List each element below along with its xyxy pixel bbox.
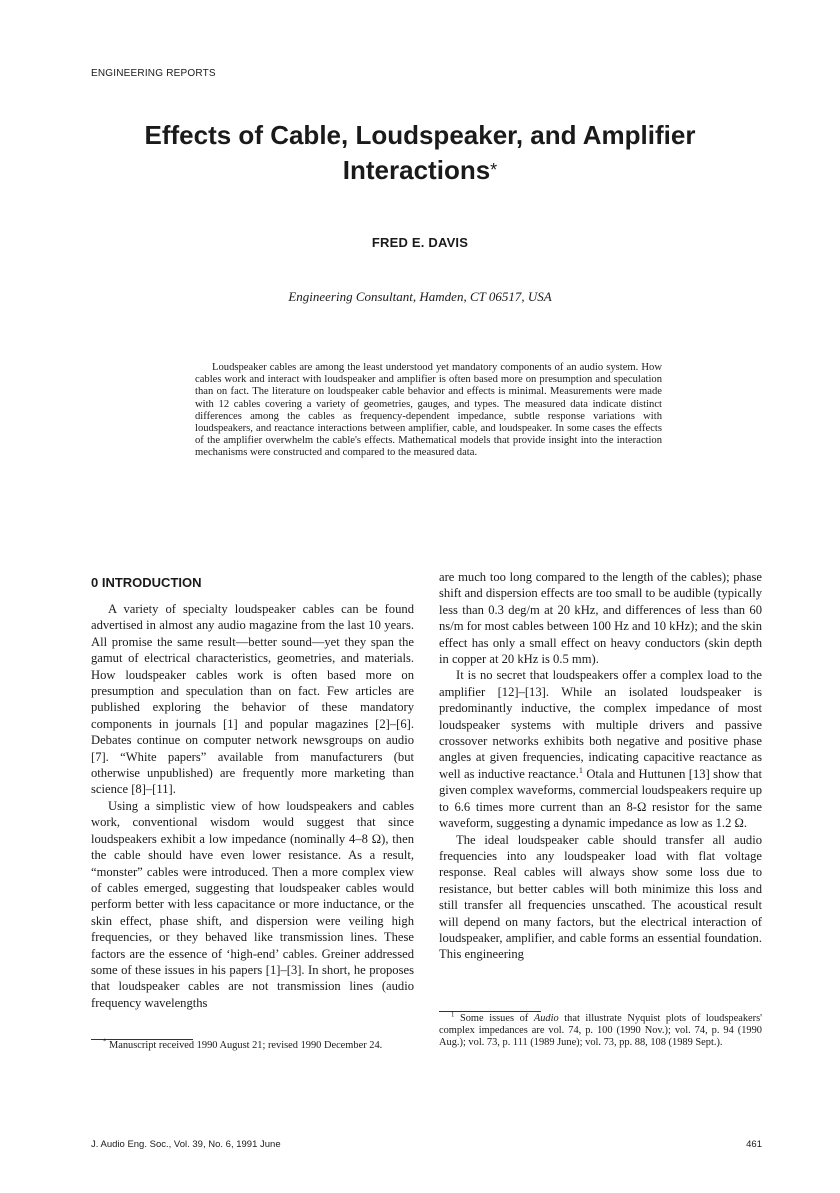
footnote-text: Manuscript received 1990 August 21; revised 1990 December 24. [106,1040,383,1051]
abstract: Loudspeaker cables are among the least understood yet mandatory components of an audio system. How cables work and interact with loudspeaker and amplifier is often based more on presumption and speculation than on fact. The literature on loudspeaker cable behavior and effects is minimal. Measurements were made with 12 cables covering a variety of geometries, gauges, and types. The measured data indicate distinct differences among the cables as frequency-dependent impedance, subtle response variations with loudspeakers, and reactance interactions between amplifier, cable, and loudspeaker. In some cases the effects of the amplifier overwhelm the cable's effects. Mathematical models that provide insight into the interaction mechanisms were constructed and compared to the measured data. [195,362,662,459]
paper-title [100,118,740,188]
intro-paragraph-continuation: are much too long compared to the length of the cables); phase shift and dispersion effects are too small to be audible (typically less than 0.3 deg/m at 20 kHz, and differences of less than 60 ns/m for most cables between 100 Hz and 10 kHz); and the skin effect has only a small effect on heavy conductors (skin depth in copper at 20 kHz is 0.5 mm). [439,570,762,667]
paragraph-text: Otala and Huttunen [13] show that given complex waveforms, commercial loudspeakers require up to 6.6 times more current than an 8-Ω resistor for the same waveform, suggesting a dynamic impedance as low as 1.2 Ω. [439,766,762,831]
running-head: ENGINEERING REPORTS [91,68,216,79]
footnote-marker: 1 [451,1011,455,1019]
footnote-reference: 1 [578,765,583,775]
left-column [91,601,414,1011]
right-column [439,569,762,963]
manuscript-footnote [91,1040,414,1052]
footnote-text: that illustrate Nyquist plots of loudspeakers' complex impedances are vol. 74, p. 100 (1990 Nov.); vol. 74, p. 94 (1990 Aug.); vol. 73, p. 111 (1989 June); vol. 73, pp. 88, 108 (1989 Sept.). [439,1013,762,1049]
intro-paragraph-1: A variety of specialty loudspeaker cables can be found advertised in almost any audio magazine from the last 10 years. All promise the same result—better sound—yet they span the gamut of electrical characteristics, geometries, and materials. How loudspeaker cables work is often based more on presumption and speculation than on fact. Few articles are published exploring the behavior of these mandatory components in journals [1] and popular magazines [2]–[6]. Debates continue on computer network newsgroups on audio [7]. “White papers” available from manufacturers (but otherwise unpublished) are frequently more marketing than science [8]–[11]. [91,602,414,797]
nyquist-footnote [439,1013,762,1050]
journal-name: Audio [533,1013,559,1024]
intro-paragraph-3 [439,667,762,831]
intro-paragraph-4: The ideal loudspeaker cable should transfer all audio frequencies into any loudspeaker load with flat voltage response. Real cables will always show some loss due to resistance, but better cables will both minimize this loss and still transfer all frequencies unscathed. The acoustical result will depend on many factors, but the electrical interaction of loudspeaker, amplifier, and cable forms an essential foundation. This engineering [439,832,762,962]
title-line-2: Interactions [342,155,491,185]
footnote-text: Some issues of [454,1013,534,1024]
title-line-1: Effects of Cable, Loudspeaker, and Amplifier [144,120,696,150]
intro-paragraph-2: Using a simplistic view of how loudspeakers and cables work, conventional wisdom would suggest that since loudspeakers exhibit a low impedance (nominally 4–8 Ω), then the cable should have even lower resistance. As a result, “monster” cables were introduced. Then a more complex view of cables emerged, suggesting that loudspeaker cables would perform better with less capacitance or more inductance, or the skin effect, phase shift, and dispersion were veiling high frequencies, or they behaved like transmission lines. These factors are the essence of ‘high-end’ cables. Greiner addressed some of these issues in his papers [1]–[3]. In short, he proposes that loudspeaker cables are not transmission lines (audio frequency wavelengths [91,798,414,1010]
author-affiliation: Engineering Consultant, Hamden, CT 06517, USA [288,289,552,304]
title-footnote-marker: * [490,160,498,180]
journal-citation: J. Audio Eng. Soc., Vol. 39, No. 6, 1991 June [91,1139,281,1150]
section-heading: 0 INTRODUCTION [91,575,202,590]
footnote-marker: * [103,1038,107,1046]
page-number: 461 [746,1139,762,1150]
paragraph-text: It is no secret that loudspeakers offer a complex load to the amplifier [12]–[13]. While an isolated loudspeaker is predominantly inductive, the complex impedance of most loudspeaker systems with multiple drivers and passive crossover networks exhibits both negative and positive phase angles at given frequencies, indicating capacitive reactance as well as inductive reactance. [439,668,762,781]
author-name: FRED E. DAVIS [371,235,469,250]
